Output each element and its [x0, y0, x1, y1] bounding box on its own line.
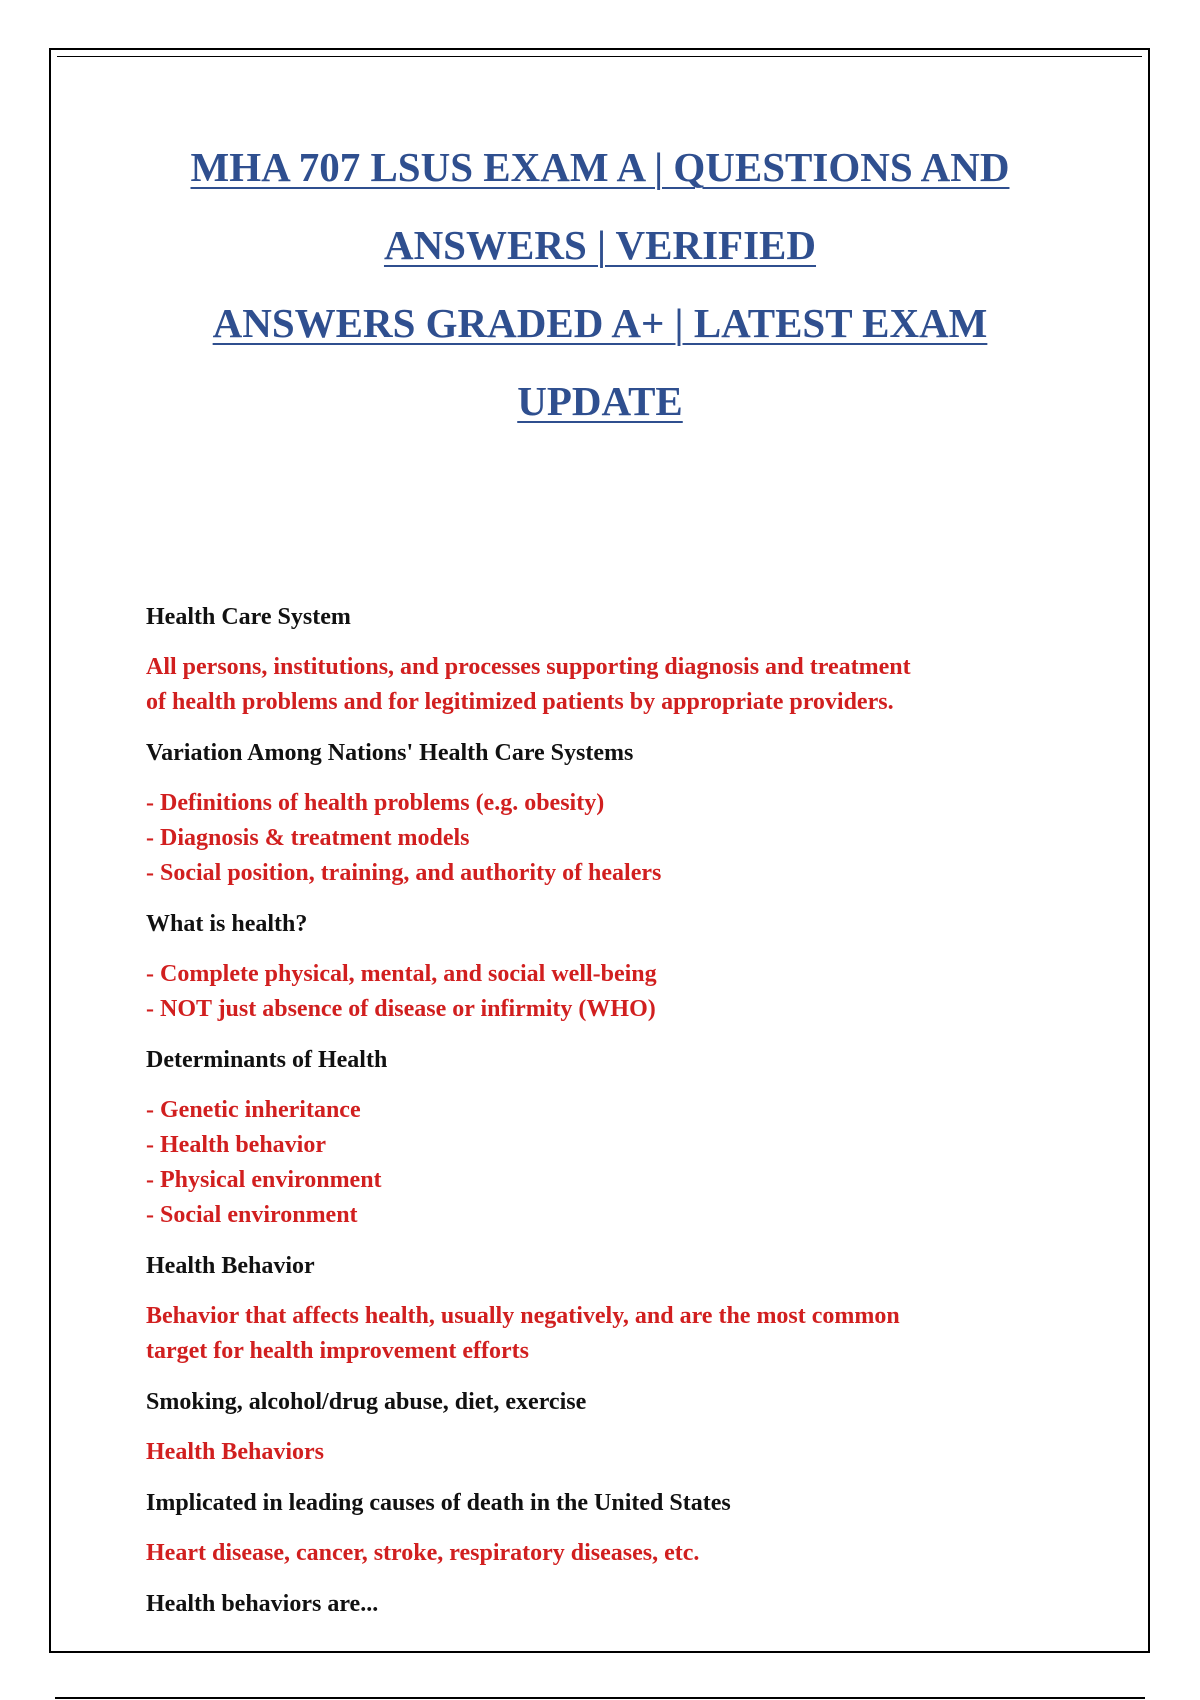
flashcard-entry — [146, 907, 1066, 1027]
answer-line: - Social position, training, and authority of healers — [146, 860, 662, 886]
answer-text — [146, 1299, 1066, 1369]
answer-text — [146, 1093, 1066, 1233]
answer-text — [146, 957, 1066, 1027]
flashcard-entry — [146, 600, 1066, 720]
term-text: What is health? — [146, 911, 308, 937]
term-text: Smoking, alcohol/drug abuse, diet, exercise — [146, 1389, 587, 1415]
flashcard-entry — [146, 1587, 1066, 1621]
answer-text — [146, 1536, 1066, 1571]
flashcard-entry — [146, 736, 1066, 891]
answer-line: - Health behavior — [146, 1132, 326, 1158]
term-text: Health Behavior — [146, 1253, 315, 1279]
title-line: UPDATE — [517, 378, 683, 424]
answer-line: - Social environment — [146, 1202, 358, 1228]
answer-line: Behavior that affects health, usually negatively, and are the most common — [146, 1303, 900, 1329]
flashcard-entry — [146, 1385, 1066, 1470]
term-text: Variation Among Nations' Health Care Systems — [146, 740, 634, 766]
answer-line: All persons, institutions, and processes supporting diagnosis and treatment — [146, 654, 911, 680]
page-border-inner-rule — [57, 56, 1142, 57]
answer-line: - Physical environment — [146, 1167, 382, 1193]
document-title — [0, 128, 1200, 440]
answer-line: - Genetic inheritance — [146, 1097, 361, 1123]
title-line: MHA 707 LSUS EXAM A | QUESTIONS AND — [190, 144, 1010, 190]
answer-text — [146, 650, 1066, 720]
title-line: ANSWERS | VERIFIED — [383, 222, 817, 268]
term-text: Health behaviors are... — [146, 1591, 379, 1617]
flashcard-entry — [146, 1043, 1066, 1233]
title-line: ANSWERS GRADED A+ | LATEST EXAM — [212, 300, 988, 346]
term-text: Health Care System — [146, 604, 351, 630]
answer-text — [146, 786, 1066, 891]
answer-text — [146, 1435, 1066, 1470]
flashcard-entry — [146, 1486, 1066, 1571]
flashcard-entry — [146, 1249, 1066, 1369]
flashcard-list — [146, 600, 1066, 1637]
answer-line: - Complete physical, mental, and social well-being — [146, 961, 657, 987]
answer-line: - Definitions of health problems (e.g. obesity) — [146, 790, 605, 816]
term-text: Determinants of Health — [146, 1047, 388, 1073]
answer-line: of health problems and for legitimized patients by appropriate providers. — [146, 689, 894, 715]
answer-line: Heart disease, cancer, stroke, respiratory diseases, etc. — [146, 1540, 700, 1566]
answer-line: Health Behaviors — [146, 1439, 324, 1465]
next-page-top-rule — [55, 1697, 1145, 1699]
answer-line: target for health improvement efforts — [146, 1338, 529, 1364]
answer-line: - NOT just absence of disease or infirmity (WHO) — [146, 996, 656, 1022]
term-text: Implicated in leading causes of death in the United States — [146, 1490, 731, 1516]
answer-line: - Diagnosis & treatment models — [146, 825, 470, 851]
